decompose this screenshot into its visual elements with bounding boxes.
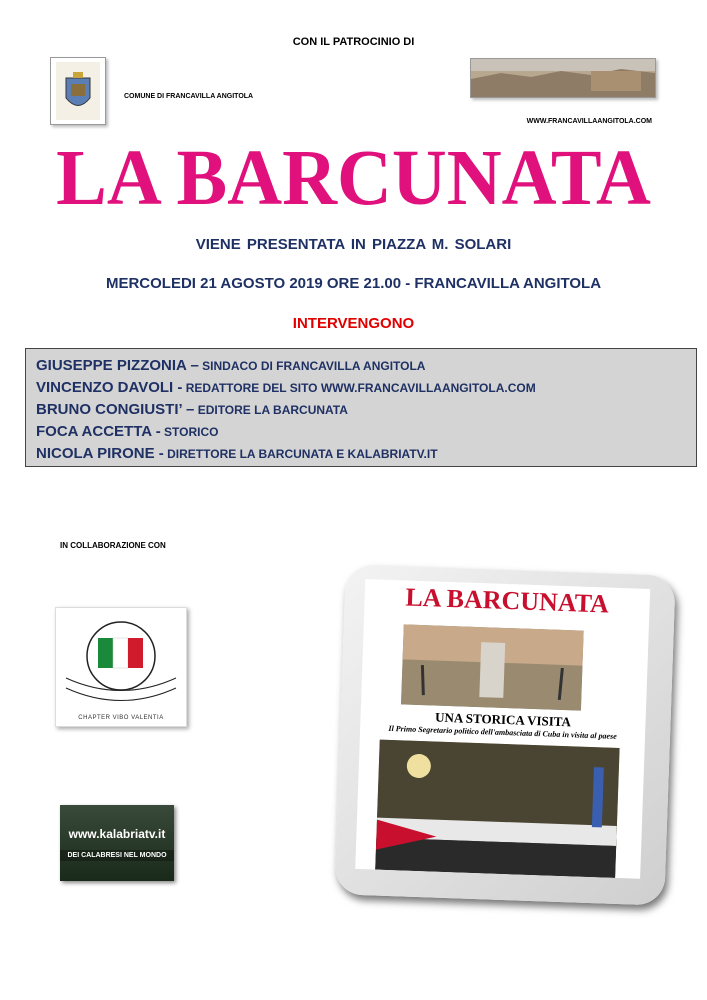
speaker-name: FOCA ACCETTA - <box>36 423 161 440</box>
speaker-name: VINCENZO DAVOLI - <box>36 379 183 396</box>
comune-label: COMUNE DI FRANCAVILLA ANGITOLA <box>124 93 254 100</box>
francavilla-site-banner <box>470 58 656 98</box>
magazine-photo-meeting <box>375 740 619 878</box>
patrocinio-label: CON IL PATROCINIO DI <box>292 36 415 48</box>
kalabria-tagline: DEI CALABRESI NEL MONDO <box>60 850 174 861</box>
speaker-role: STORICO <box>160 425 219 439</box>
intervengono-heading: INTERVENGONO <box>292 315 415 332</box>
filitalia-logo <box>55 607 187 727</box>
magazine-subheadline: Il Primo Segretario politico dell'ambasciata di Cuba in visita al paese <box>388 723 617 741</box>
main-title: LA BARCUNATA <box>56 133 651 223</box>
filitalia-chapter: CHAPTER VIBO VALENTIA <box>78 715 164 721</box>
speaker-role: EDITORE LA BARCUNATA <box>194 403 348 417</box>
speaker-row <box>36 443 696 465</box>
speaker-name: NICOLA PIRONE - <box>36 445 164 462</box>
speaker-role: DIRETTORE LA BARCUNATA E KALABRIATV.IT <box>163 447 438 461</box>
speaker-name: BRUNO CONGIUSTI’ – <box>36 401 195 418</box>
event-date-line: MERCOLEDI 21 AGOSTO 2019 ORE 21.00 - FRANCAVILLA ANGITOLA <box>105 275 602 292</box>
magazine-headline: UNA STORICA VISITA <box>434 709 572 730</box>
speaker-role: REDATTORE DEL SITO WWW.FRANCAVILLAANGITOLA.COM <box>182 381 536 395</box>
website-label: WWW.FRANCAVILLAANGITOLA.COM <box>526 118 652 125</box>
speaker-row <box>36 421 696 443</box>
magazine-title: LA BARCUNATA <box>405 582 610 619</box>
speaker-name: GIUSEPPE PIZZONIA – <box>36 357 199 374</box>
speaker-row <box>36 399 696 421</box>
magazine-photo-monument <box>401 624 584 710</box>
speaker-role: SINDACO DI FRANCAVILLA ANGITOLA <box>198 359 426 373</box>
presentation-subtitle: VIENE PRESENTATA IN PIAZZA M. SOLARI <box>195 236 512 253</box>
magazine-cover <box>355 579 650 879</box>
speaker-row <box>36 377 696 399</box>
speaker-row <box>36 355 696 377</box>
kalabria-site: www.kalabriatv.it <box>68 827 166 841</box>
speakers-box <box>25 348 697 467</box>
magazine-tablet-image <box>334 564 675 905</box>
kalabriatv-logo <box>60 805 174 881</box>
comune-crest-logo <box>50 57 106 125</box>
collaborazione-label: IN COLLABORAZIONE CON <box>60 541 166 550</box>
